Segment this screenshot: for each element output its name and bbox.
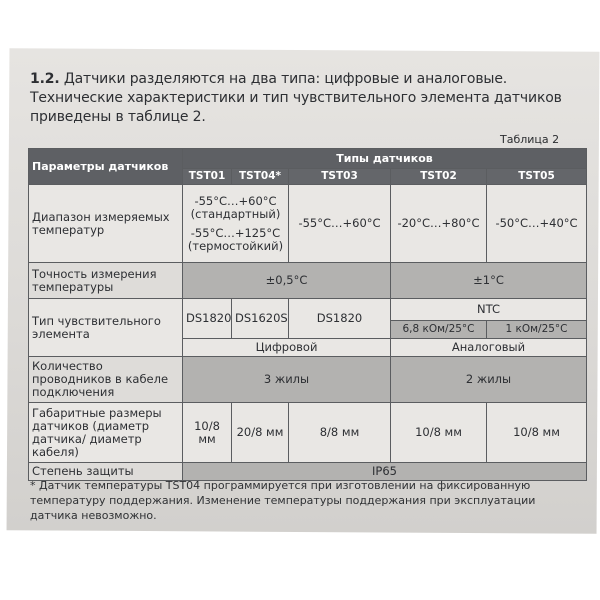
model-tst02: TST02 — [391, 169, 487, 185]
label-temperature-range: Диапазон измеряемых температур — [29, 185, 183, 263]
range-heatproof-value: -55°C…+125°C — [190, 225, 281, 240]
kind-analog: Аналоговый — [391, 339, 587, 357]
model-tst01: TST01 — [183, 169, 232, 185]
section-heading — [30, 70, 585, 127]
dims-tst05: 10/8 мм — [487, 403, 587, 463]
range-heatproof-note: (термостойкий) — [187, 238, 284, 253]
element-tst02: 6,8 кОм/25°C — [391, 321, 487, 339]
dims-tst04: 20/8 мм — [232, 403, 289, 463]
row-wire-count — [29, 357, 587, 403]
row-dimensions — [29, 403, 587, 463]
wires-analog: 2 жилы — [391, 357, 587, 403]
label-wire-count: Количество проводников в кабеле подключения — [29, 357, 183, 403]
dims-tst02: 10/8 мм — [391, 403, 487, 463]
section-number: 1.2. — [30, 71, 60, 87]
element-tst03: DS1820 — [289, 299, 391, 339]
section-text: Датчики разделяются на два типа: цифровые и аналоговые. Технические характеристики и тип чувствительного элемента датчиков приведены в таблице 2. — [30, 71, 562, 125]
range-tst01-tst04 — [183, 185, 289, 263]
protection-value: IP65 — [183, 463, 587, 481]
range-tst03: -55°C…+60°C — [289, 185, 391, 263]
range-standard-value: -55°C…+60°C — [194, 193, 277, 208]
wires-digital: 3 жилы — [183, 357, 391, 403]
model-tst05: TST05 — [487, 169, 587, 185]
element-tst04: DS1620S — [232, 299, 289, 339]
row-temperature-range — [29, 185, 587, 263]
accuracy-analog: ±1°C — [391, 263, 587, 299]
row-sensing-element — [29, 299, 587, 321]
table-caption: Таблица 2 — [500, 133, 560, 146]
element-tst01: DS1820 — [183, 299, 232, 339]
kind-digital: Цифровой — [183, 339, 391, 357]
types-header: Типы датчиков — [183, 149, 587, 169]
label-protection: Степень защиты — [29, 463, 183, 481]
footnote: * Датчик температуры TST04 программируется при изготовлении на фиксированную температуру поддержания. Изменение температуры поддержания при эксплуатации датчика невозможно. — [30, 479, 536, 522]
dims-tst03: 8/8 мм — [289, 403, 391, 463]
range-tst05: -50°C…+40°C — [487, 185, 587, 263]
model-tst03: TST03 — [289, 169, 391, 185]
sensor-specs-table — [28, 148, 587, 481]
label-sensing-element: Тип чувствительного элемента — [29, 299, 183, 357]
row-accuracy — [29, 263, 587, 299]
range-standard-note: (стандартный) — [190, 206, 281, 221]
params-header: Параметры датчиков — [29, 149, 183, 185]
dims-tst01: 10/8 мм — [183, 403, 232, 463]
table-header-row — [29, 149, 587, 169]
model-tst04: TST04* — [232, 169, 289, 185]
label-accuracy: Точность измерения температуры — [29, 263, 183, 299]
element-ntc: NTC — [391, 299, 587, 321]
accuracy-digital: ±0,5°C — [183, 263, 391, 299]
label-dimensions: Габаритные размеры датчиков (диаметр датчика/ диаметр кабеля) — [29, 403, 183, 463]
range-tst02: -20°C…+80°C — [391, 185, 487, 263]
element-tst05: 1 кОм/25°C — [487, 321, 587, 339]
